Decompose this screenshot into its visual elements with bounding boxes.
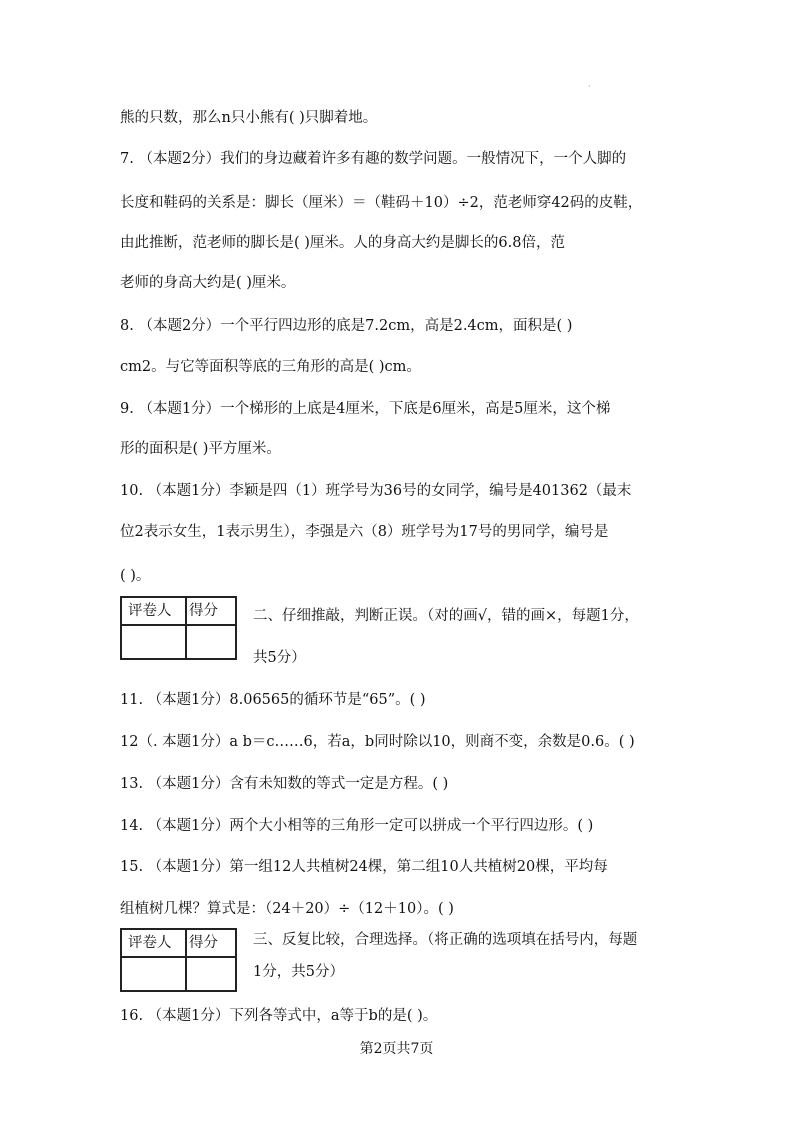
question-10-line-3: ( )。 [120,568,151,584]
question-9-line-2: 形的面积是( )平方厘米。 [120,441,281,457]
section-3-heading-cont: 1分，共5分） [253,964,344,980]
reviewer-label: 评卷人 [128,603,172,619]
question-15-line-1: 15. （本题1分）第一组12人共植树24棵，第二组10人共植树20棵，平均每 [120,859,608,875]
section-2-heading-cont: 共5分） [253,650,306,666]
question-7-line-1: 7. （本题2分）我们的身边藏着许多有趣的数学问题。一般情况下，一个人脚的 [120,151,627,167]
reviewer-label: 评卷人 [128,935,172,951]
question-11: 11. （本题1分）8.06565的循环节是“65”。( ) [120,692,426,708]
question-7-line-3: 由此推断，范老师的脚长是( )厘米。人的身高大约是脚长的6.8倍，范 [120,235,565,251]
section-2-heading: 二、仔细推敲，判断正误。（对的画√，错的画×，每题1分， [253,608,639,624]
score-box-section-3 [120,928,237,992]
question-8-line-2: cm2。与它等面积等底的三角形的高是( )cm。 [120,359,421,375]
question-14: 14. （本题1分）两个大小相等的三角形一定可以拼成一个平行四边形。( ) [120,818,594,834]
question-15-line-2: 组植树几棵？算式是：（24＋20）÷（12＋10）。( ) [120,901,454,917]
scan-dot: · [588,82,591,91]
score-label: 得分 [189,935,218,951]
text-line: 熊的只数，那么n只小熊有( )只脚着地。 [120,110,378,126]
page-footer: 第2页共7页 [359,1041,434,1057]
question-10-line-2: 位2表示女生，1表示男生），李强是六（8）班学号为17号的男同学，编号是 [120,524,609,540]
score-box-section-2 [120,596,237,660]
section-3-heading: 三、反复比较，合理选择。（将正确的选项填在括号内，每题 [253,932,638,948]
question-12: 12（. 本题1分）a b＝c……6，若a，b同时除以10，则商不变，余数是0.6。( ) [120,734,635,750]
question-16: 16. （本题1分）下列各等式中，a等于b的是( )。 [120,1008,438,1024]
question-7-line-2: 长度和鞋码的关系是：脚长（厘米）＝（鞋码＋10）÷2，范老师穿42码的皮鞋， [120,195,643,211]
question-7-line-4: 老师的身高大约是( )厘米。 [120,275,296,291]
score-label: 得分 [189,603,218,619]
question-8-line-1: 8. （本题2分）一个平行四边形的底是7.2cm，高是2.4cm，面积是( ) [120,318,573,334]
question-9-line-1: 9. （本题1分）一个梯形的上底是4厘米，下底是6厘米，高是5厘米，这个梯 [120,401,611,417]
question-10-line-1: 10. （本题1分）李颖是四（1）班学号为36号的女同学，编号是401362（最末 [120,483,632,499]
question-13: 13. （本题1分）含有未知数的等式一定是方程。( ) [120,776,449,792]
